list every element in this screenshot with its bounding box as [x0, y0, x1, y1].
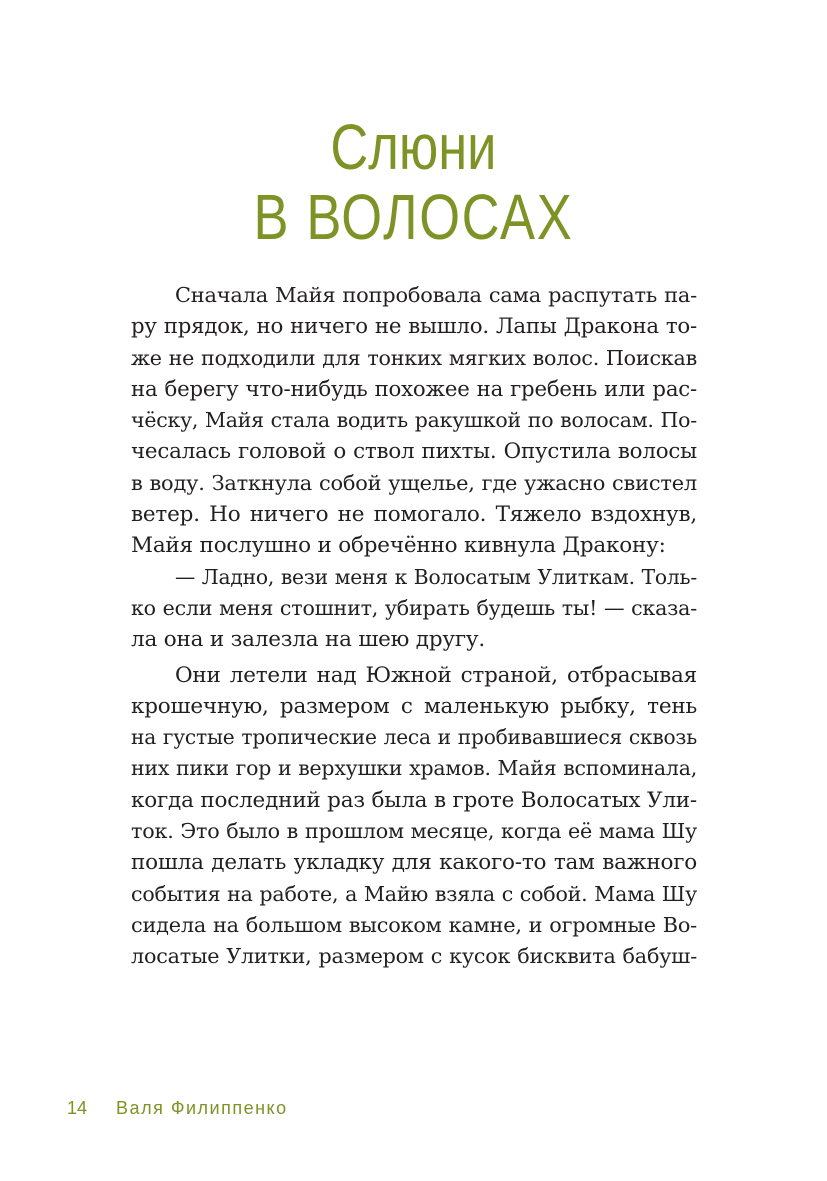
- text-line: же не подходили для тонких мягких волос. Поискав: [131, 345, 697, 370]
- text-line: чесалась головой о ствол пихты. Опустила волосы: [131, 439, 697, 465]
- text-line: когда последний раз была в гроте Волосатых Ули-: [131, 787, 697, 813]
- text-line: сидела на большом высоком камне, и огромные Во-: [131, 912, 697, 937]
- text-line: Майя послушно и обречённо кивнула Дракону:: [131, 533, 666, 559]
- text-line: них пики гор и верхушки храмов. Майя вспоминала,: [131, 756, 697, 781]
- text-line: ко если меня стошнит, убирать будешь ты! — сказа-: [131, 595, 697, 620]
- text-line: события на работе, а Майю взяла с собой. Мама Шу: [131, 881, 697, 906]
- paragraph-3: [131, 660, 697, 973]
- text-line: лосатые Улитки, размером с кусок бисквита бабуш-: [131, 944, 697, 969]
- text-line: ток. Это было в прошлом месяце, когда её мама Шу: [131, 819, 697, 844]
- text-line: ру прядок, но ничего не вышло. Лапы Дракона то-: [131, 314, 697, 340]
- paragraph-2: [131, 562, 697, 656]
- text-line: на берегу что-нибудь похожее на гребень или рас-: [131, 376, 697, 402]
- text-line: Они летели над Южной страной, отбрасывая: [175, 662, 697, 688]
- text-line: — Ладно, вези меня к Волосатым Улиткам. Толь-: [175, 564, 697, 589]
- chapter-title: [74, 112, 752, 252]
- paragraph-1: [131, 280, 697, 562]
- text-line: крошечную, размером с маленькую рыбку, тень: [131, 693, 697, 719]
- text-line: ветер. Но ничего не помогало. Тяжело вздохнув,: [131, 502, 697, 528]
- author-name: Валя Филиппенко: [116, 1098, 288, 1118]
- body-text: [131, 280, 697, 973]
- text-line: ла она и залезла на шею другу.: [131, 627, 486, 653]
- chapter-title-line-1: Слюни: [330, 111, 497, 183]
- chapter-title-line-2: В ВОЛОСАХ: [253, 181, 574, 253]
- page-number: 14: [67, 1098, 88, 1118]
- text-line: в воду. Заткнула собой ущелье, где ужасно свистел: [131, 470, 697, 495]
- text-line: пошла делать укладку для какого-то там важного: [131, 850, 697, 876]
- text-line: чёску, Майя стала водить ракушкой по волосам. По-: [131, 408, 697, 433]
- page-footer: [67, 1096, 288, 1120]
- text-line: на густые тропические леса и пробивавшиеся сквозь: [131, 725, 697, 750]
- text-line: Сначала Майя попробовала сама распутать па-: [175, 283, 697, 307]
